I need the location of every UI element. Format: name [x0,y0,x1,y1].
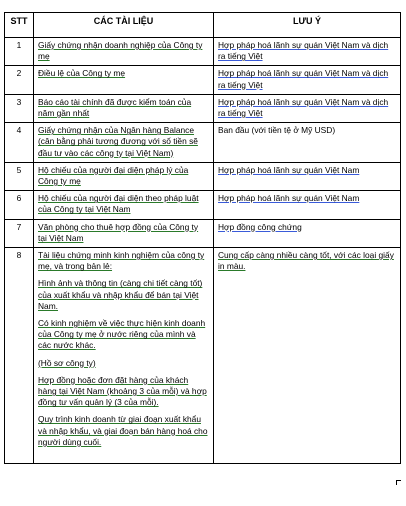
note-text: Cung cấp càng nhiều càng tốt, với các loại giấy in màu. [218,250,394,272]
document-cell [34,66,214,94]
note-text: Hợp pháp hoá lãnh sự quán Việt Nam và dịch ra tiếng Việt [218,40,389,62]
note-cell [214,248,401,464]
row-number: 7 [5,219,34,247]
row-number: 3 [5,94,34,122]
table-row [5,66,401,94]
document-text: Hộ chiếu của người đại diện theo pháp luật của Công ty tại Việt Nam [38,193,199,215]
note-cell [214,191,401,219]
document-paragraph: Tài liệu chứng minh kinh nghiệm của công ty mẹ, và trong bản lẻ: [38,250,205,272]
document-cell [34,38,214,66]
header-notes: LƯU Ý [214,13,401,38]
table-row [5,94,401,122]
document-cell [34,162,214,190]
note-cell [214,66,401,94]
note-cell [214,94,401,122]
table-row [5,123,401,163]
note-cell [214,219,401,247]
document-text: Văn phòng cho thuê hợp đồng của Công ty tại Việt Nam [38,221,199,243]
row-number: 4 [5,123,34,163]
note-text: Hợp pháp hoá lãnh sự quán Việt Nam [218,193,360,204]
document-cell [34,191,214,219]
document-cell [34,94,214,122]
note-text: Hợp đồng công chứng [218,221,302,232]
note-cell [214,162,401,190]
row-number: 8 [5,248,34,464]
document-text: Giấy chứng nhận của Ngân hàng Balance (cân bằng phải tương đương với số tiền sẽ đầu tư vào các công ty tại Việt Nam) [38,125,198,158]
note-text: Hợp pháp hoá lãnh sự quán Việt Nam và dịch ra tiếng Việt [218,68,389,90]
table-header-row [5,13,401,38]
document-paragraph: Hình ảnh và thông tin (càng chi tiết càng tốt) của xuất khẩu và nhập khẩu để bán tại Việt Nam. [38,278,203,311]
table-row [5,219,401,247]
row-number: 1 [5,38,34,66]
row-number: 6 [5,191,34,219]
header-stt: STT [5,13,34,38]
document-cell [34,123,214,163]
note-text: Hợp pháp hoá lãnh sự quán Việt Nam và dịch ra tiếng Việt [218,96,389,119]
header-documents: CÁC TÀI LIỆU [34,13,214,38]
note-cell [214,123,401,163]
row-number: 5 [5,162,34,190]
document-cell [34,219,214,247]
document-paragraph: Có kinh nghiệm về việc thực hiện kinh doanh của Công ty mẹ ở nước riêng của mình và các nước khác. [38,318,206,351]
note-cell [214,38,401,66]
document-text: Hộ chiếu của người đại diện pháp lý của Công ty mẹ [38,164,189,187]
table-corner-marker [396,480,401,485]
table-row [5,162,401,190]
table-row [5,248,401,464]
note-text: Ban đầu (với tiền tệ ở Mỹ USD) [218,125,336,136]
document-text: Điều lệ của Công ty mẹ [38,68,126,79]
document-text: Báo cáo tài chính đã được kiểm toán của năm gần nhất [38,96,192,119]
note-text: Hợp pháp hoá lãnh sự quán Việt Nam [218,164,360,175]
document-paragraph: Quy trình kinh doanh từ giai đoạn xuất khẩu và nhập khẩu, và giai đoạn bán hàng hoá cho người dùng cuối. [38,414,208,447]
table-row [5,38,401,66]
document-text: Giấy chứng nhận doanh nghiệp của Công ty mẹ [38,40,203,62]
row-number: 2 [5,66,34,94]
documents-table [4,12,401,464]
document-cell [34,248,214,464]
document-paragraph: Hợp đồng hoặc đơn đặt hàng của khách hàng tại Việt Nam (khoảng 3 của mỗi) và hợp đồng tư vấn quản lý (3 của mỗi). [38,374,207,408]
table-row [5,191,401,219]
document-paragraph: (Hồ sơ công ty) [38,357,96,368]
